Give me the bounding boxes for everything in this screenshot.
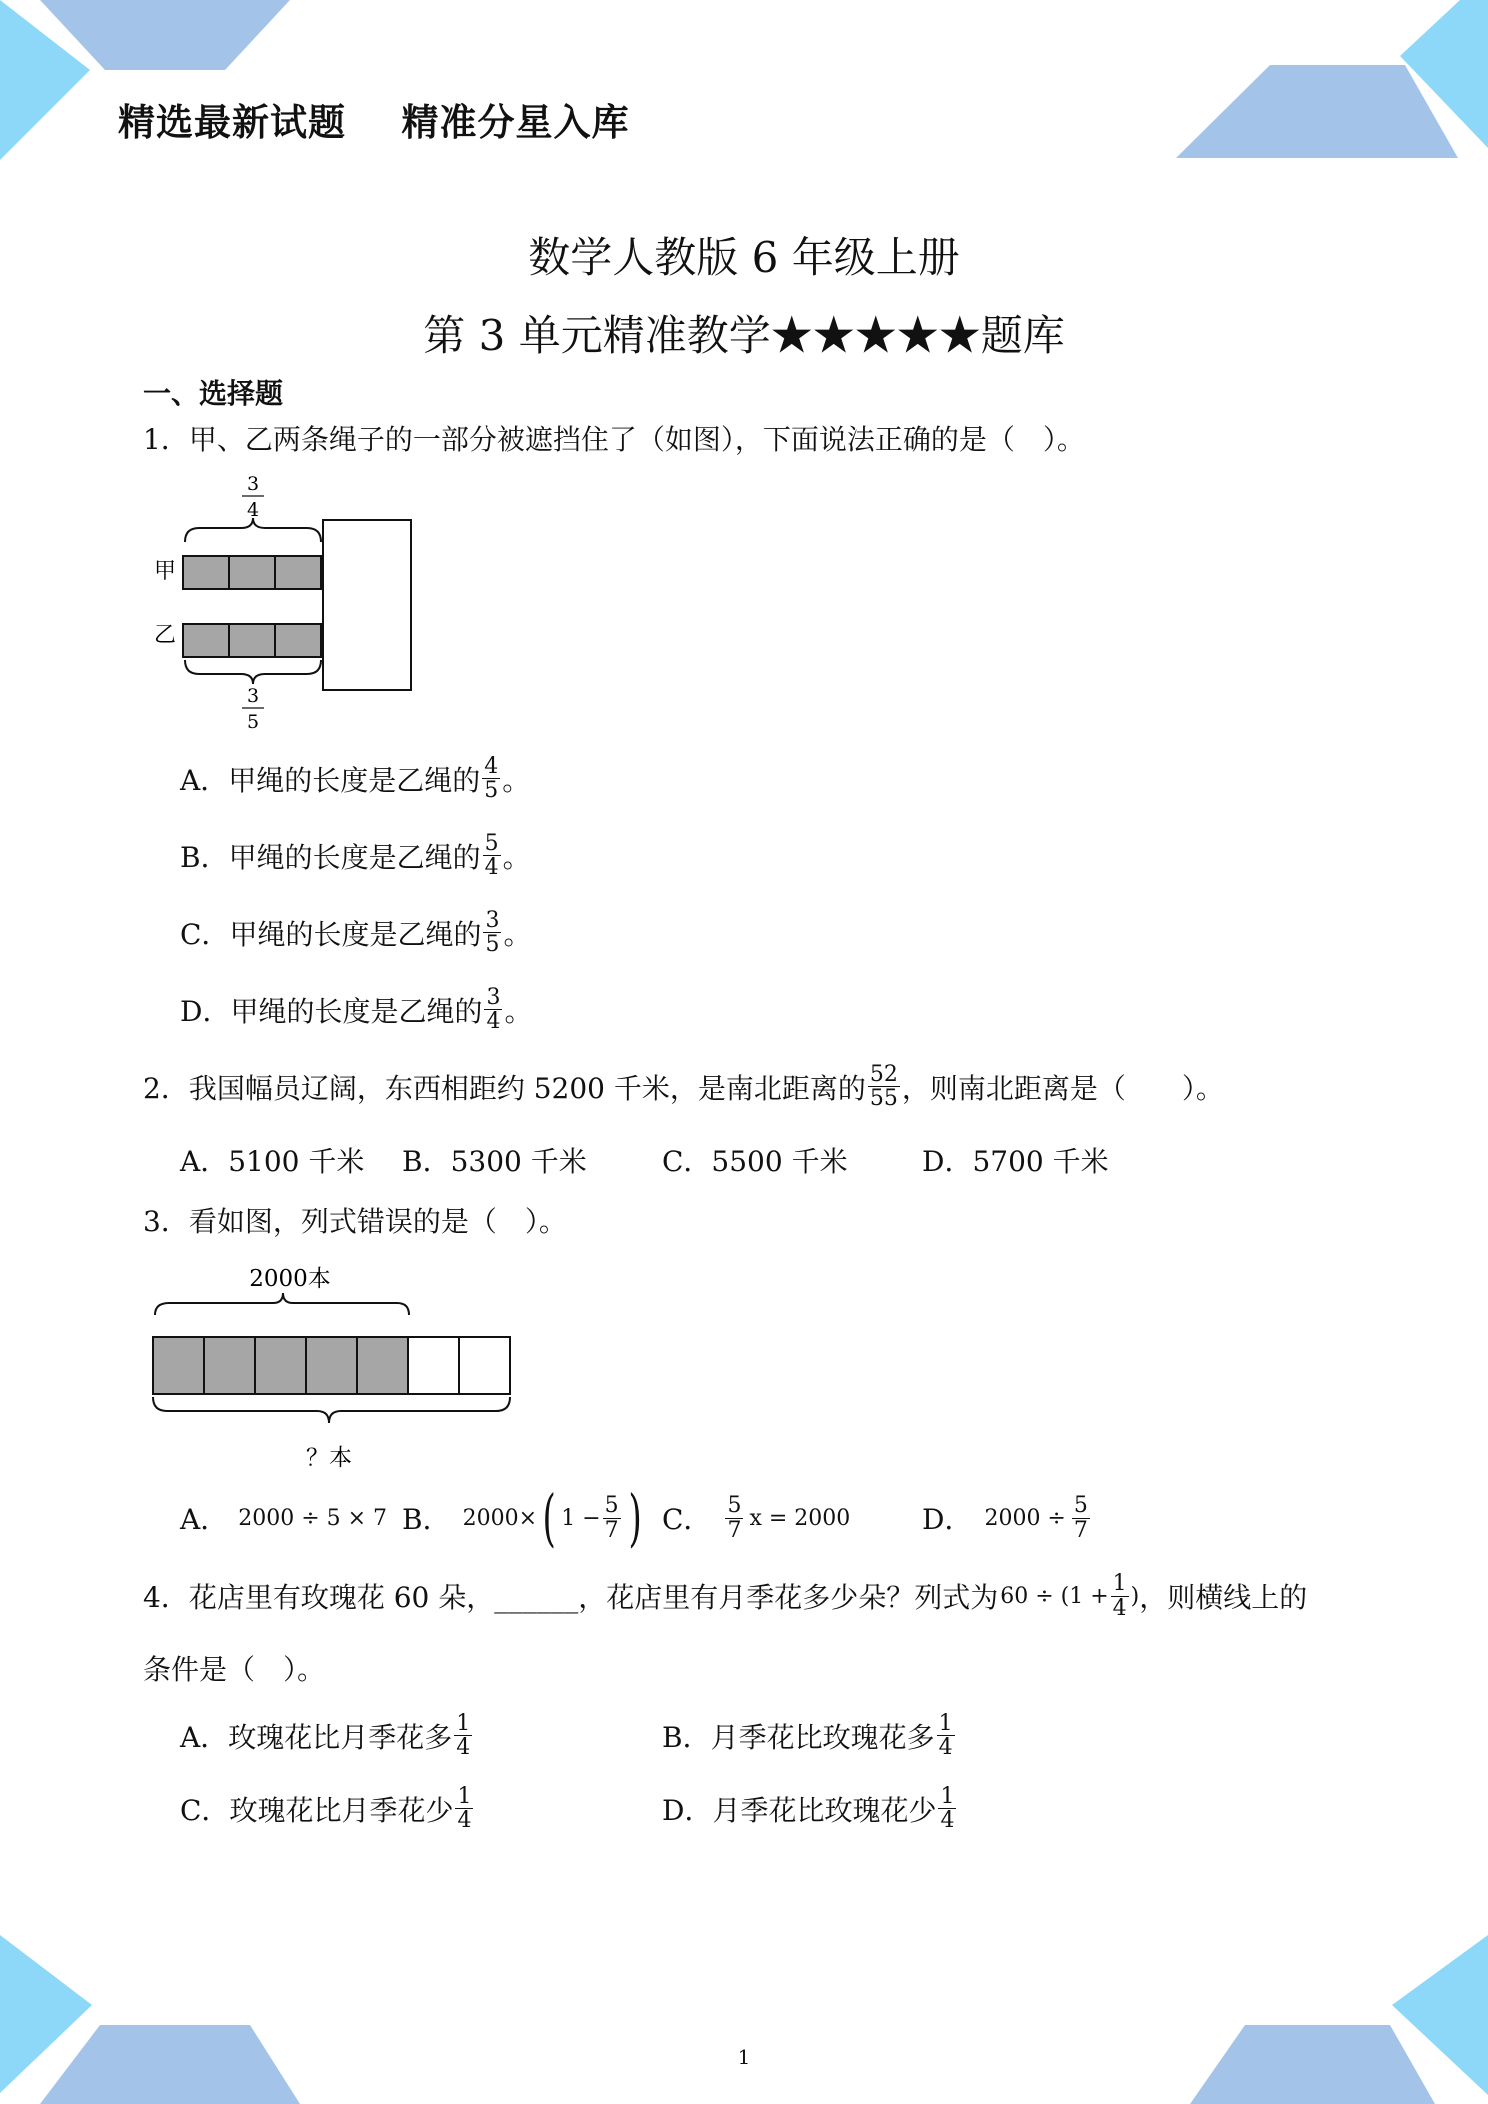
q2-option-b[interactable]: B．5300 千米 bbox=[402, 1145, 587, 1178]
fraction: $\frac{5}{7}$ bbox=[604, 1493, 619, 1543]
page-subtitle: 第 3 单元精准教学★★★★★题库 bbox=[423, 311, 1065, 360]
q4-option-b[interactable]: B． 月季花比玫瑰花多 $\frac{1}{4}$ bbox=[662, 1711, 953, 1761]
q3-top-brace bbox=[155, 1293, 409, 1315]
q1-cover-box bbox=[323, 520, 411, 690]
section-heading: 一、选择题 bbox=[143, 377, 284, 410]
fraction: $\frac{5}{7}$ bbox=[1073, 1493, 1088, 1543]
q1-bottom-brace bbox=[185, 660, 321, 684]
fraction: $\frac{1}{4}$ bbox=[1112, 1571, 1127, 1621]
q2-option-a[interactable]: A．5100 千米 bbox=[180, 1145, 365, 1178]
page-number: 1 bbox=[737, 2045, 751, 2069]
q1-figure bbox=[145, 470, 425, 740]
q1-option-c[interactable]: C． 甲绳的长度是乙绳的 $\frac{3}{5}$ 。 bbox=[180, 908, 532, 958]
q4-option-c[interactable]: C． 玫瑰花比月季花少 $\frac{1}{4}$ bbox=[180, 1784, 472, 1834]
q3-option-b[interactable]: B． 2000× ( 1 − $\frac{5}{7}$ ) bbox=[402, 1481, 642, 1554]
q1-option-d[interactable]: D． 甲绳的长度是乙绳的 $\frac{3}{4}$ 。 bbox=[180, 985, 533, 1035]
q1-jia-label: 甲 bbox=[154, 559, 177, 584]
q3-stem: 3．看如图，列式错误的是（ ）。 bbox=[143, 1205, 567, 1238]
q1-bottom-numerator: 3 bbox=[246, 685, 260, 707]
q1-option-b[interactable]: B． 甲绳的长度是乙绳的 $\frac{5}{4}$ 。 bbox=[180, 831, 531, 881]
q1-yi-label: 乙 bbox=[154, 623, 177, 648]
fraction: $\frac{1}{4}$ bbox=[940, 1784, 955, 1834]
header-slogan: 精选最新试题 精准分星入库 bbox=[118, 101, 630, 144]
q4-stem: 4．花店里有玫瑰花 60 朵，______，花店里有月季花多少朵？列式为 60 ÷ (1 + $\frac{1}{4}$ ) ，则横线上的 bbox=[143, 1571, 1308, 1621]
q4-option-d[interactable]: D． 月季花比玫瑰花少 $\frac{1}{4}$ bbox=[662, 1784, 955, 1834]
fraction: $\frac{4}{5}$ bbox=[484, 754, 499, 804]
q2-stem: 2．我国幅员辽阔，东西相距约 5200 千米，是南北距离的 $\frac{52}{55}$ ，则南北距离是（ ）。 bbox=[143, 1062, 1224, 1112]
q1-yi-rope bbox=[183, 624, 321, 657]
fraction: $\frac{3}{4}$ bbox=[486, 985, 501, 1035]
fraction: $\frac{5}{7}$ bbox=[727, 1493, 742, 1543]
q1-top-numerator: 3 bbox=[246, 473, 260, 495]
fraction: $\frac{3}{5}$ bbox=[485, 908, 500, 958]
q3-bottom-label: ？本 bbox=[306, 1445, 352, 1471]
q1-jia-rope bbox=[183, 556, 321, 589]
q1-option-a[interactable]: A． 甲绳的长度是乙绳的 $\frac{4}{5}$ 。 bbox=[180, 754, 531, 804]
q3-option-d[interactable]: D． 2000 ÷ $\frac{5}{7}$ bbox=[922, 1493, 1088, 1543]
fraction: $\frac{52}{55}$ bbox=[869, 1062, 898, 1112]
fraction: $\frac{1}{4}$ bbox=[938, 1711, 953, 1761]
q1-top-denominator: 4 bbox=[246, 499, 260, 521]
fraction: $\frac{1}{4}$ bbox=[456, 1711, 471, 1761]
q3-bar bbox=[153, 1337, 510, 1394]
q3-bottom-brace bbox=[153, 1397, 510, 1423]
fraction: $\frac{1}{4}$ bbox=[457, 1784, 472, 1834]
q4-stem-cont: 条件是（ ）。 bbox=[143, 1653, 326, 1686]
page-title: 数学人教版 6 年级上册 bbox=[528, 233, 960, 282]
q3-top-label: 2000本 bbox=[249, 1266, 331, 1292]
bottom-right-decoration bbox=[1180, 1935, 1488, 2104]
q3-figure bbox=[145, 1255, 525, 1475]
q2-option-d[interactable]: D．5700 千米 bbox=[922, 1145, 1109, 1178]
top-right-decoration bbox=[1170, 0, 1488, 170]
q1-bottom-denominator: 5 bbox=[246, 711, 260, 733]
q3-option-c[interactable]: C． $\frac{5}{7}$ x = 2000 bbox=[662, 1493, 851, 1543]
bottom-left-decoration bbox=[0, 1935, 310, 2104]
q2-option-c[interactable]: C．5500 千米 bbox=[662, 1145, 848, 1178]
q4-option-a[interactable]: A． 玫瑰花比月季花多 $\frac{1}{4}$ bbox=[180, 1711, 471, 1761]
q1-stem: 1．甲、乙两条绳子的一部分被遮挡住了（如图），下面说法正确的是（ ）。 bbox=[143, 423, 1085, 456]
q1-top-brace bbox=[185, 518, 321, 542]
q3-option-a[interactable]: A． 2000 ÷ 5 × 7 bbox=[180, 1503, 388, 1536]
fraction: $\frac{5}{4}$ bbox=[484, 831, 499, 881]
